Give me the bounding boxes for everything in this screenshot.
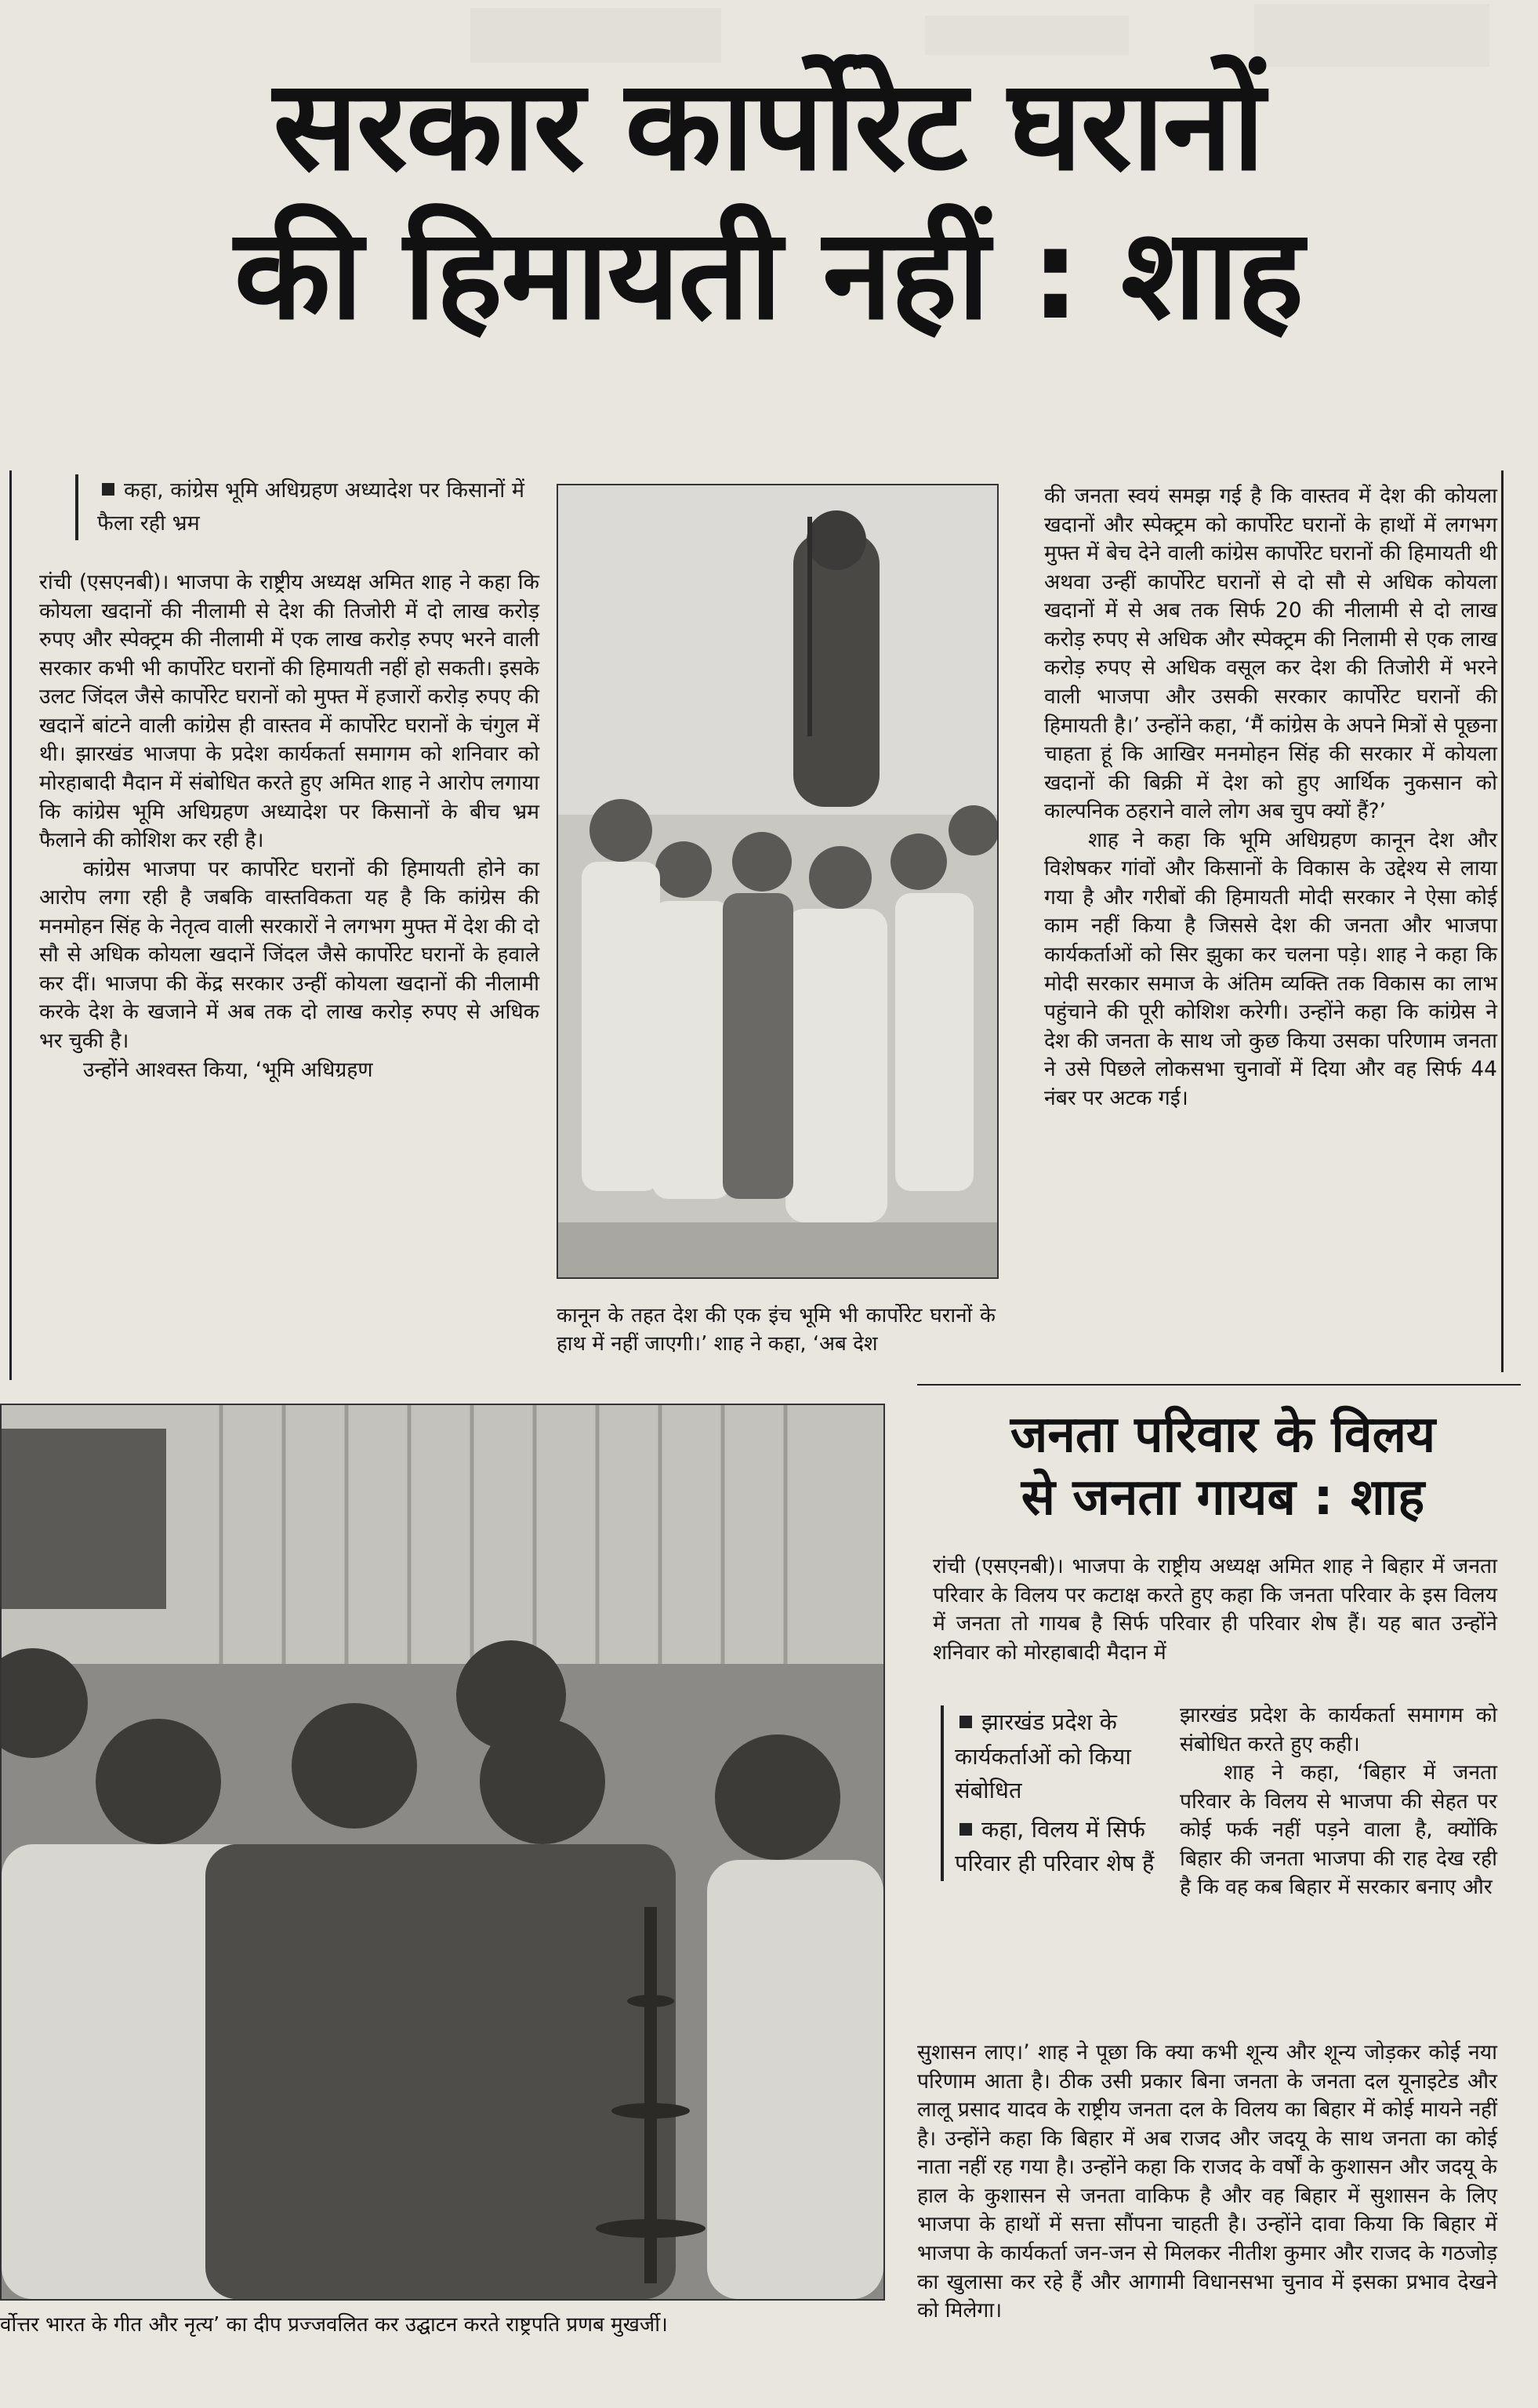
shah-statue-photo [557,484,999,1279]
main-headline-line2: की हिमायती नहीं : शाह [234,201,1303,347]
main-article-paragraph: कांग्रेस भाजपा पर कार्पोरेट घरानों की हिमायती होने का आरोप लगा रही है जबकि वास्तविकता यह है कि कांग्रेस की मनमोहन सिंह के नेतृत्व वाली सरकारों ने लगभग मुफ्त में देश की दो सौ से अधिक कोयला खदानें जिंदल जैसे कार्पोरेट घरानों के हवाले कर दीं। भाजपा की केंद्र सरकार उन्हीं कोयला खदानों की नीलामी करके देश के खजाने में अब तक दो लाख करोड़ रुपए से अधिक भर चुकी है। [39,856,539,1053]
highlight-point: झारखंड प्रदेश के कार्यकर्ताओं को किया संबोधित [955,1709,1131,1803]
second-headline [933,1404,1513,1529]
main-subhead [75,474,552,540]
bullet-square-icon [959,1716,972,1728]
second-story-paragraph: झारखंड प्रदेश के कार्यकर्ता समागम को संबोधित करते हुए कही। [1180,1703,1497,1756]
photo-illustration [2,1405,883,2299]
main-article-paragraph: रांची (एसएनबी)। भाजपा के राष्ट्रीय अध्यक्ष अमित शाह ने कहा कि कोयला खदानों की नीलामी से देश की तिजोरी में दो लाख करोड़ रुपए और स्पेक्ट्रम की नीलामी में एक लाख करोड़ रुपए भरने वाली सरकार कभी भी कार्पोरेट घरानों की हिमायती नहीं हो सकती। इसके उलट जिंदल जैसे कार्पोरेट घरानों को मुफ्त में हजारों करोड़ रुपए की खदानें बांटने वाली कांग्रेस ही वास्तव में कार्पोरेट घरानों के चंगुल में थी। झारखंड भाजपा के प्रदेश कार्यकर्ता समागम को शनिवार को मोरहाबादी मैदान में संबोधित करते हुए अमित शाह ने आरोप लगाया कि कांग्रेस भूमि अधिग्रहण अध्यादेश पर किसानों के बीच भ्रम फैलाने की कोशिश कर रही है। [39,570,539,853]
main-headline [31,52,1505,347]
second-story-highlights [941,1705,1182,1881]
president-lamp-photo [0,1404,885,2301]
left-column-rule [9,470,12,1380]
main-article-paragraph: उन्होंने आश्वस्त किया, ‘भूमि अधिग्रहण [83,1057,373,1082]
photo-illustration [558,485,997,1277]
main-subhead-text: कहा, कांग्रेस भूमि अधिग्रहण अध्यादेश पर किसानों में फैला रही भ्रम [97,478,524,536]
bullet-square-icon [102,483,114,496]
main-headline-line1: सरकार कार्पोरेट घरानों [273,52,1264,198]
center-photo-continuation: कानून के तहत देश की एक इंच भूमि भी कार्पोरेट घरानों के हाथ में नहीं जाएगी।’ शाह ने कहा, ‘अब देश [557,1304,996,1357]
second-headline-line1: जनता परिवार के विलय [1010,1406,1436,1464]
story-divider [917,1384,1521,1386]
main-article-column-1 [39,568,539,1084]
second-story-intro: रांची (एसएनबी)। भाजपा के राष्ट्रीय अध्यक्ष अमित शाह ने बिहार में जनता परिवार के विलय पर कटाक्ष करते हुए कहा कि जनता परिवार के इस विलय में जनता तो गायब है सिर्फ परिवार ही परिवार शेष हैं। यह बात उन्होंने शनिवार को मोरहाबादी मैदान में [933,1554,1497,1665]
bottom-photo-caption: र्वोत्तर भारत के गीत और नृत्य’ का दीप प्रज्जवलित कर उद्घाटन करते राष्ट्रपति प्रणब मुखर्जी। [0,2313,668,2337]
main-article-paragraph: की जनता स्वयं समझ गई है कि वास्तव में देश की कोयला खदानों और स्पेक्ट्रम को कार्पोरेट घरानों के हाथों में लगभग मुफ्त में बेच देने वाली कांग्रेस कार्पोरेट घरानों की हिमायती थी अथवा उन्हीं कार्पोरेट घरानों से दो सौ से अधिक कोयला खदानों में से अब तक सिर्फ 20 की नीलामी से दो लाख करोड़ रुपए से अधिक और स्पेक्ट्रम की निलामी से एक लाख करोड़ रुपए से अधिक वसूल कर देश की तिजोरी में भरने वाली भाजपा और उसकी सरकार कार्पोरेट घरानों की हिमायती है।’ उन्होंने कहा, ‘मैं कांग्रेस के अपने मित्रों से पूछना चाहता हूं कि आखिर मनमोहन सिंह की सरकार में कोयला खदानों की बिक्री में देश को हुए आर्थिक नुकसान को काल्पनिक ठहराने वाले लोग अब चुप क्यों हैं?’ [1044,484,1497,824]
second-story-side-column [1180,1702,1497,1902]
main-article-column-3 [1044,482,1497,1113]
main-article-paragraph: शाह ने कहा कि भूमि अधिग्रहण कानून देश और विशेषकर गांवों और किसानों के विकास के उद्देश्य से लाया गया है और गरीबों की हिमायती मोदी सरकार ने ऐसा कोई काम नहीं किया है जिससे देश की जनता और भाजपा कार्यकर्ताओं को सिर झुका कर चलना पड़े। शाह ने कहा कि मोदी सरकार समाज के अंतिम व्यक्ति तक विकास का लाभ पहुंचाने की पूरी कोशिश करेगी। उन्होंने कहा कि कांग्रेस ने देश की जनता के साथ जो कुछ किया उसका परिणाम जनता ने उसे पिछले लोकसभा चुनावों में दिया और वह सिर्फ 44 नंबर पर अटक गई। [1044,827,1497,1110]
second-story-bottom: सुशासन लाए।’ शाह ने पूछा कि क्या कभी शून्य और शून्य जोड़कर कोई नया परिणाम आता है। ठीक उसी प्रकार बिना जनता के जनता दल यूनाइटेड और लालू प्रसाद यादव के राष्ट्रीय जनता दल के विलय का बिहार में कोई मायने नहीं है। उन्होंने कहा कि बिहार में अब राजद और जदयू के साथ जनता का कोई नाता नहीं रह गया है। उन्होंने कहा कि राजद के वर्षों के कुशासन और जदयू के हाल के कुशासन से जनता वाकिफ है और वह बिहार में सुशासन के लिए भाजपा के हाथों में सत्ता सौंपना चाहती है। उन्होंने दावा किया कि बिहार में भाजपा के कार्यकर्ता जन-जन से मिलकर नीतीश कुमार और राजद के गठजोड़ का खुलासा कर रहे हैं और आगामी विधानसभा चुनाव में इसका प्रभाव देखने को मिलेगा। [917,2040,1497,2323]
highlight-point: कहा, विलय में सिर्फ परिवार ही परिवार शेष हैं [955,1815,1155,1876]
right-column-rule [1501,470,1504,1372]
second-story-paragraph: शाह ने कहा, ‘बिहार में जनता परिवार के विलय से भाजपा की सेहत पर कोई फर्क नहीं पड़ने वाला है, क्योंकि बिहार की जनता भाजपा की राह देख रही है कि वह कब बिहार में सरकार बनाए और [1180,1760,1497,1900]
bullet-square-icon [959,1823,972,1836]
second-headline-line2: से जनता गायब : शाह [1021,1469,1425,1527]
